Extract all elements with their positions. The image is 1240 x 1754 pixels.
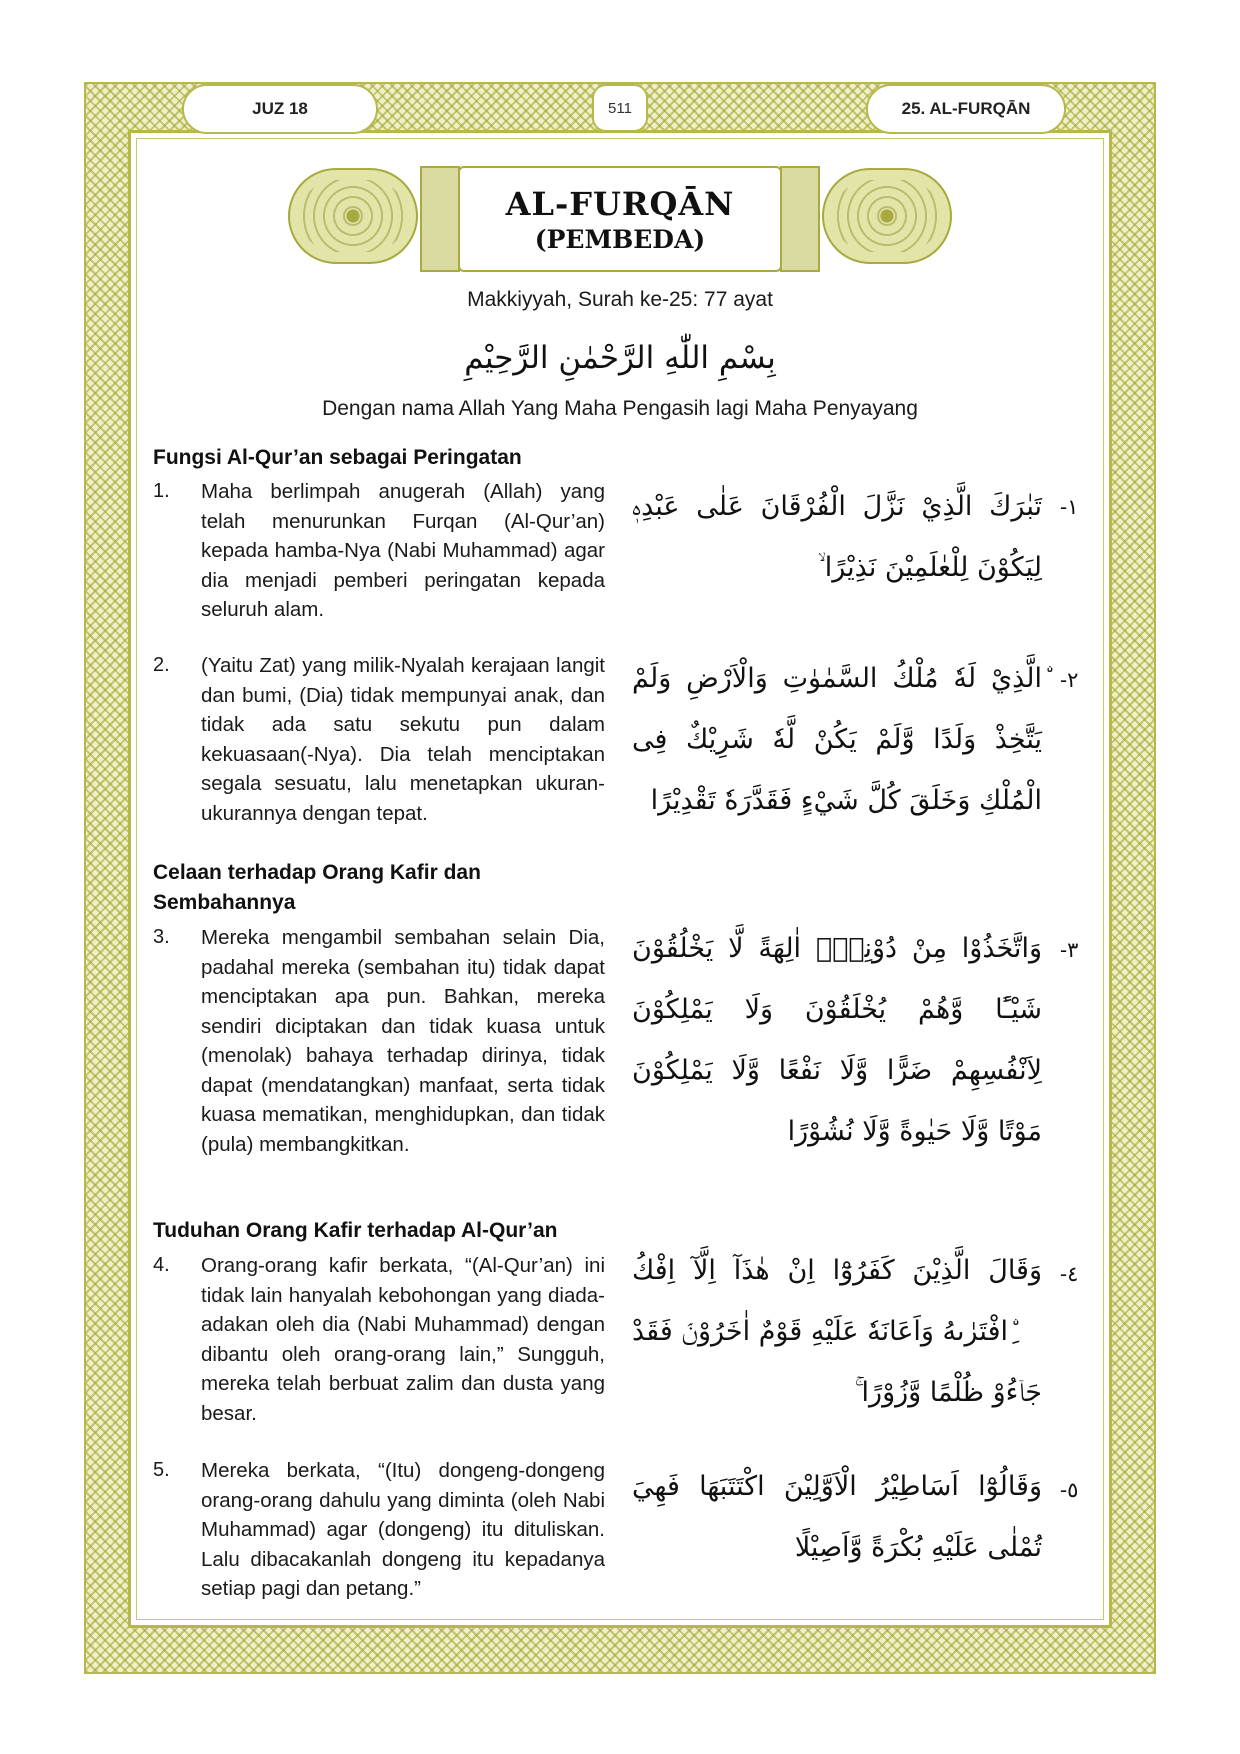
juz-label: JUZ 18 (182, 84, 378, 134)
verse-translation: Mereka berkata, “(Itu) dongeng-dongeng orang-orang dahulu yang diminta (oleh Nabi Muhammad) agar (dongeng) itu dituliskan. Lalu dibacakanlah dongeng itu kepadanya setiap pagi dan petang.” (201, 1459, 605, 1600)
verse-translation: Orang-orang kafir berkata, “(Al-Qur’an) ini tidak lain hanyalah kebohongan yang diada-adakan oleh dia (Nabi Muhammad) dengan dibantu oleh orang-orang lain,” Sungguh, mereka telah berbuat zalim dan dusta yang besar. (201, 1254, 605, 1425)
verse-arabic: وَاتَّخَذُوْا مِنْ دُوْنِهٖٓ اٰلِهَةً لَّا يَخْلُقُوْنَ شَيْـًٔا وَّهُمْ يُخْلَقُوْنَ وَلَا يَمْلِكُوْنَ لِاَنْفُسِهِمْ ضَرًّا وَّلَا نَفْعًا وَّلَا يَمْلِكُوْنَ مَوْتًا وَّلَا حَيٰوةً وَّلَا نُشُوْرًا (632, 933, 1042, 1147)
section-heading: Fungsi Al-Qur’an sebagai Peringatan (153, 446, 522, 469)
ornament-bar-left (420, 166, 460, 272)
basmala-arabic: بِسْمِ اللّٰهِ الرَّحْمٰنِ الرَّحِيْمِ (464, 340, 776, 376)
surah-title-box (458, 166, 782, 272)
section-heading: Celaan terhadap Orang Kafir dan Sembahannya (153, 861, 481, 914)
page-number: 511 (592, 84, 648, 132)
ornament-left-icon (288, 168, 418, 264)
ayah-number: -٣ (1060, 938, 1079, 962)
section-heading: Tuduhan Orang Kafir terhadap Al-Qur’an (153, 1219, 558, 1242)
verse-number: 3. (153, 926, 170, 948)
surah-info: Makkiyyah, Surah ke-25: 77 ayat (467, 288, 773, 311)
ayah-number: -١ (1060, 495, 1079, 519)
surah-subtitle: (PEMBEDA) (534, 224, 706, 254)
surah-title: AL-FURQĀN (505, 184, 735, 223)
ornament-bar-right (780, 166, 820, 272)
verse-arabic: ۨالَّذِيْ لَهٗ مُلْكُ السَّمٰوٰتِ وَالْاَرْضِ وَلَمْ يَتَّخِذْ وَلَدًا وَّلَمْ يَكُنْ لَّهٗ شَرِيْكٌ فِى الْمُلْكِ وَخَلَقَ كُلَّ شَيْءٍ فَقَدَّرَهٗ تَقْدِيْرًا (632, 663, 1042, 816)
verse-number: 4. (153, 1254, 170, 1276)
ayah-number: -٢ (1060, 668, 1079, 692)
ayah-number: -٤ (1060, 1262, 1079, 1286)
verse-arabic: وَقَالُوْٓا اَسَاطِيْرُ الْاَوَّلِيْنَ اكْتَتَبَهَا فَهِيَ تُمْلٰى عَلَيْهِ بُكْرَةً وَّاَصِيْلًا (632, 1471, 1042, 1563)
verse-number: 1. (153, 480, 170, 502)
verse-translation: Maha berlimpah anugerah (Allah) yang telah menurunkan Furqan (Al-Qur’an) kepada hamba-Nya (Nabi Muhammad) agar dia menjadi pemberi peringatan kepada seluruh alam. (201, 480, 605, 621)
verse-number: 5. (153, 1459, 170, 1481)
verse-translation: (Yaitu Zat) yang milik-Nyalah kerajaan langit dan bumi, (Dia) tidak mempunyai anak, dan tidak ada satu sekutu pun dalam kekuasaan(-Nya). Dia telah menciptakan segala sesuatu, lalu menetapkan ukuran-ukurannya dengan tepat. (201, 654, 605, 825)
verse-arabic: وَقَالَ الَّذِيْنَ كَفَرُوْٓا اِنْ هٰذَآ اِلَّآ اِفْكُ ِۨافْتَرٰىهُ وَاَعَانَهٗ عَلَيْهِ قَوْمٌ اٰخَرُوْنَۛ فَقَدْ جَاۤءُوْ ظُلْمًا وَّزُوْرًا ۚ (632, 1255, 1042, 1408)
ornament-right-icon (822, 168, 952, 264)
ayah-number: -٥ (1060, 1478, 1079, 1502)
verse-translation: Mereka mengambil sembahan selain Dia, padahal mereka (sembahan itu) tidak dapat menciptakan apa pun. Bahkan, mereka sendiri diciptakan dan tidak kuasa untuk (menolak) bahaya terhadap dirinya, tidak dapat (mendatangkan) manfaat, serta tidak kuasa mematikan, menghidupkan, dan tidak (pula) membangkitkan. (201, 926, 605, 1156)
basmala-translation: Dengan nama Allah Yang Maha Pengasih lagi Maha Penyayang (322, 397, 918, 420)
verse-number: 2. (153, 654, 170, 676)
surah-label: 25. AL-FURQĀN (866, 84, 1066, 134)
verse-arabic: تَبٰرَكَ الَّذِيْ نَزَّلَ الْفُرْقَانَ عَلٰى عَبْدِهٖ لِيَكُوْنَ لِلْعٰلَمِيْنَ نَذِيْرًا ۙ (632, 491, 1042, 583)
